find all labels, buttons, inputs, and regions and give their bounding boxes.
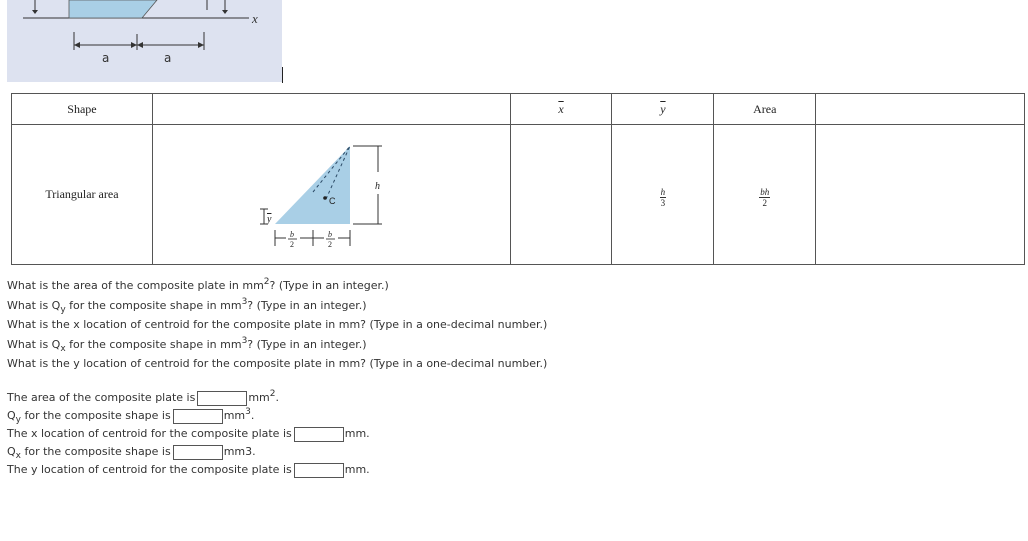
- question-text: for the composite shape in mm: [65, 337, 242, 351]
- yc-unit: mm.: [344, 463, 370, 476]
- question-qx: [7, 335, 547, 355]
- ybar-value-cell: [612, 125, 714, 265]
- superscript: 3: [241, 335, 248, 346]
- subscript: x: [15, 451, 21, 461]
- plate-shape: [69, 0, 157, 18]
- load-arrow-head: [32, 10, 38, 14]
- superscript: 3: [245, 407, 251, 417]
- unit-text: mm: [248, 391, 270, 404]
- area-denominator: 2: [762, 197, 768, 208]
- x-axis-label: x: [252, 11, 258, 26]
- area-value-cell: [714, 125, 816, 265]
- dim-label-a-right: a: [164, 51, 172, 65]
- question-text: What is Q: [7, 337, 61, 351]
- text-cursor: [282, 67, 283, 83]
- xbar-symbol: $\overline{x}$: [558, 102, 564, 116]
- header-area: Area: [714, 94, 816, 125]
- header-ybar: [612, 94, 714, 125]
- height-label: h: [375, 180, 381, 192]
- area-fraction: [759, 187, 770, 208]
- composite-plate-drawing: [7, 0, 282, 82]
- x-centroid-input[interactable]: [294, 427, 344, 442]
- subscript: x: [60, 343, 66, 354]
- answer-label: The area of the composite plate is: [7, 391, 196, 404]
- half-base-num: b: [328, 229, 333, 239]
- unit-text: .: [250, 409, 255, 422]
- half-base-num: b: [290, 229, 295, 239]
- question-text: ? (Type in an integer.): [269, 279, 389, 292]
- answer-label: [7, 443, 171, 461]
- header-extra: [816, 94, 1025, 125]
- question-yc: What is the y location of centroid for the composite plate in mm? (Type in a one-decimal number.): [7, 357, 548, 370]
- unit-text: mm: [223, 409, 246, 422]
- dim-arrowhead: [74, 42, 80, 48]
- ybar-label: y: [267, 213, 272, 225]
- centroid-point: [323, 196, 327, 200]
- table-header-row: [12, 94, 1025, 125]
- ybar-fraction: [660, 187, 667, 208]
- question-qy: [7, 296, 547, 316]
- dim-arrowhead: [137, 42, 143, 48]
- unit-text: .: [275, 391, 280, 404]
- label-text: Q: [7, 409, 16, 422]
- answer-row-qy: [7, 407, 370, 425]
- qy-input[interactable]: [173, 409, 223, 424]
- question-text: ? (Type in an integer.): [247, 298, 367, 312]
- answer-form: [7, 389, 370, 479]
- question-text: What is the area of the composite plate in mm: [7, 279, 264, 292]
- question-text: What is Q: [7, 298, 61, 312]
- centroid-label: C: [329, 195, 336, 206]
- superscript: 3: [241, 296, 248, 307]
- question-text: for the composite shape in mm: [65, 298, 242, 312]
- table-row: [12, 125, 1025, 265]
- answer-label: [7, 407, 171, 425]
- header-xbar: [510, 94, 612, 125]
- qx-unit: mm3.: [223, 445, 256, 458]
- answer-label: The y location of centroid for the composite plate is: [7, 463, 292, 476]
- question-list: [7, 276, 547, 374]
- xbar-value-cell: [510, 125, 612, 265]
- label-text: for the composite shape is: [21, 409, 171, 422]
- question-xc: What is the x location of centroid for the composite plate in mm? (Type in a one-decimal number.): [7, 318, 548, 331]
- shape-name-cell: Triangular area: [12, 125, 153, 265]
- subscript: y: [15, 415, 21, 425]
- subscript: y: [60, 304, 66, 315]
- question-area: [7, 276, 547, 296]
- dim-label-a-left: a: [102, 51, 110, 65]
- answer-row-xc: [7, 425, 370, 443]
- area-numerator: bh: [760, 186, 770, 197]
- answer-row-qx: [7, 443, 370, 461]
- label-text: Q: [7, 445, 16, 458]
- half-base-den: 2: [290, 239, 295, 249]
- ybar-denominator: 3: [660, 197, 666, 208]
- answer-label: The x location of centroid for the composite plate is: [7, 427, 292, 440]
- answer-row-yc: [7, 461, 370, 479]
- dim-arrowhead: [131, 42, 137, 48]
- question-text: ? (Type in an integer.): [247, 337, 367, 351]
- ybar-symbol: $\overline{y}$: [660, 102, 666, 116]
- area-unit: [248, 389, 279, 407]
- area-input[interactable]: [197, 391, 247, 406]
- load-arrow-head: [222, 10, 228, 14]
- superscript: 2: [269, 389, 276, 399]
- y-centroid-input[interactable]: [294, 463, 344, 478]
- header-figure: [152, 94, 510, 125]
- composite-plate-figure: [7, 0, 282, 82]
- half-base-den: 2: [328, 239, 333, 249]
- triangle-shape: [275, 146, 350, 224]
- header-shape: Shape: [12, 94, 153, 125]
- centroid-reference-table: [11, 93, 1025, 265]
- answer-row-area: [7, 389, 370, 407]
- label-text: for the composite shape is: [21, 445, 171, 458]
- qy-unit: [224, 407, 255, 425]
- qx-input[interactable]: [173, 445, 223, 460]
- triangle-figure-cell: [152, 125, 510, 265]
- superscript: 2: [263, 277, 270, 287]
- dim-arrowhead: [198, 42, 204, 48]
- xc-unit: mm.: [344, 427, 370, 440]
- triangle-figure: [250, 134, 400, 256]
- extra-cell: [816, 125, 1025, 265]
- ybar-numerator: h: [660, 186, 666, 197]
